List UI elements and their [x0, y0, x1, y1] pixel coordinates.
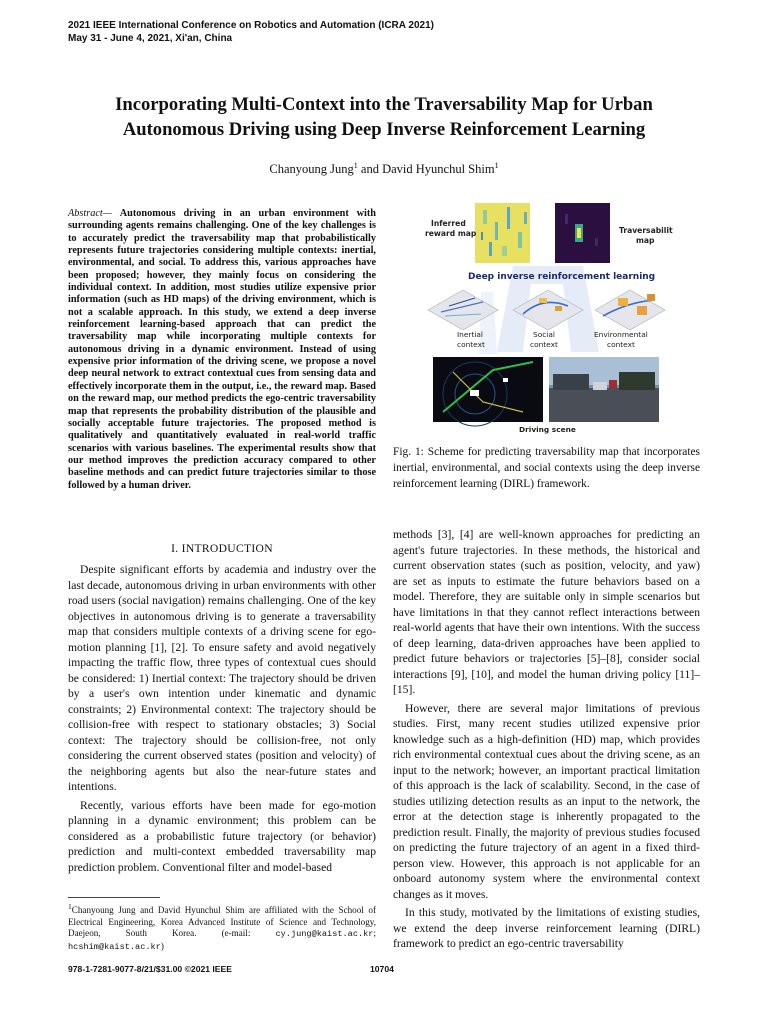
title-line-1: Incorporating Multi-Context into the Traversability Map for Urban — [115, 94, 653, 115]
author-name: Chanyoung Jung — [269, 162, 354, 177]
footnote-mark: 1 — [68, 902, 72, 911]
inferred-reward-map-image — [475, 203, 530, 263]
paper-title — [40, 92, 728, 142]
environmental-label: Environmental — [594, 330, 648, 339]
paragraph: In this study, motivated by the limitations of existing studies, we extend the deep inverse reinforcement learning (DIRL) framework to predict an ego-centric traversability — [393, 906, 700, 950]
paragraph: However, there are several major limitations of previous studies. First, many recent studies utilized expensive prior knowledge such as a high-definition (HD) map, which provides rich environmental contextual cues about the driving scene, as an input to the network; however, an important practical limitation of this approach is the lack of scalability. Second, in the case of studies utilizing detection results as an input to the network, the error at the detection stage is inherently propagated to the prediction result. Finally, the majority of previous studies focused on predicting the future trajectory of an agent in a fixed third-person view. However, this approach is not applicable for an onboard autonomy system where the environmental context changes as it moves. — [393, 701, 700, 901]
title-line-2: Autonomous Driving using Deep Inverse Reinforcement Learning — [122, 119, 646, 140]
author-name: and David Hyunchul Shim — [357, 162, 495, 177]
social-label: context — [530, 340, 558, 349]
paragraph: Recently, various efforts have been made for ego-motion planning in a dynamic environment; this problem can be considered as a probabilistic future trajectory (or behavior) prediction and multi-context embedded traversability map prediction problem. Conventional filter and model-based — [68, 798, 376, 874]
abstract — [68, 208, 376, 492]
footnote-separator: ; — [373, 928, 376, 939]
copyright-footer: 978-1-7281-9077-8/21/$31.00 ©2021 IEEE — [68, 964, 233, 974]
paragraph: methods [3], [4] are well-known approaches for predicting an agent's future trajectories. In these methods, the historical and current observation states (such as position, velocity, and yaw) are set as inputs to estimate the future behaviors based on a model. Therefore, they are suitable only in simple scenarios but have limitations in that they cannot reflect interactions between real-world agents that have their own intentions. With the success of deep learning, data-driven approaches have been applied to predict future behaviors or trajectories [5]–[8], consider social interactions [9], [10], and model the human driving policy [11]–[15]. — [393, 528, 700, 696]
conference-name: 2021 IEEE International Conference on Robotics and Automation (ICRA 2021) — [68, 20, 434, 31]
inertial-label: context — [457, 340, 485, 349]
inertial-label: Inertial — [457, 330, 483, 339]
figure-1 — [423, 202, 673, 434]
environmental-label: context — [607, 340, 635, 349]
dirl-scheme-diagram — [423, 202, 673, 434]
traversability-label: map — [636, 236, 655, 245]
dirl-label: Deep inverse reinforcement learning — [468, 272, 656, 282]
author-list — [0, 161, 768, 177]
footnote-divider — [68, 897, 160, 898]
paragraph: Despite significant efforts by academia and industry over the last decade, autonomous driving in urban environments with other road users (social navigation) remains challenging. One of the key objectives in autonomous driving is to generate a traversability map that considers multiple contexts of a driving scene for ego-motion planning [1], [2]. To ensure safety and avoid negatively impacting the traffic flow, three types of contextual cues should be considered: 1) Inertial context: The trajectory should be driven by a user's own intention under kinematic and dynamic constraints; 2) Environmental context: The trajectory should be collision-free with respect to stationary obstacles; 3) Social context: The trajectory should be collision-free, not only considering the current observed states (position and velocity) of the neighboring agents but also the near-future states and intentions. — [68, 563, 376, 793]
social-label: Social — [533, 330, 555, 339]
left-column-text — [68, 562, 376, 878]
camera-scene-image — [549, 357, 659, 422]
driving-scene-label: Driving scene — [519, 425, 576, 434]
email-link[interactable]: hcshim@kaist.ac.kr — [68, 941, 161, 952]
section-heading: I. INTRODUCTION — [171, 542, 273, 555]
footnote-close: ) — [160, 940, 164, 951]
page-number: 10704 — [370, 964, 394, 974]
traversability-label: Traversability — [619, 226, 673, 235]
inferred-reward-label: Inferred — [431, 219, 466, 228]
abstract-body: Autonomous driving in an urban environment with surrounding agents remains challenging. One of the key challenges is to accurately predict the traversability map that probabilistically represents future trajectories considering multiple contexts: inertial, environmental, and social. To address this, various approaches have been proposed; however, they mainly focus on considering the individual context. In addition, most studies utilize expensive prior information (such as HD maps) of the driving environment, which is not a scalable approach. In this study, we extend a deep inverse reinforcement learning-based approach that can predict the traversability map while incorporating multiple contexts for autonomous driving in a dynamic environment. Instead of using expensive prior information of the driving scene, we propose a novel deep neural network to extract contextual cues from sensing data and effectively incorporate them in the output, i.e., the reward map. Based on the reward map, our method predicts the ego-centric traversability map that represents the probability distribution of the plausible and socially acceptable future trajectories. The proposed method is qualitatively and quantitatively evaluated in real-world traffic scenarios with various baselines. The experimental results show that our method improves the prediction accuracy compared to other baseline methods and can predict future trajectories similar to those followed by a human driver. — [68, 208, 376, 491]
conference-header — [68, 19, 434, 45]
conference-dates: May 31 - June 4, 2021, Xi'an, China — [68, 33, 233, 44]
author-affiliation-mark: 1 — [353, 161, 358, 170]
affiliation-footnote — [68, 901, 376, 953]
email-link[interactable]: cy.jung@kaist.ac.kr — [275, 929, 374, 940]
abstract-dash: — — [102, 208, 120, 219]
traversability-map-image — [555, 203, 610, 263]
environmental-context-panel — [595, 290, 665, 330]
figure-caption: Fig. 1: Scheme for predicting traversability map that incorporates inertial, environmental, and social contexts using the deep inverse reinforcement learning (DIRL) framework. — [393, 446, 700, 490]
author-affiliation-mark: 1 — [494, 161, 499, 170]
inferred-reward-label: reward map — [425, 229, 477, 238]
footnote-text: Chanyoung Jung and David Hyunchul Shim are affiliated with the School of Electrical Engineering, Korea Advanced Institute of Science and Technology, Daejeon, South Korea. (e-mail: — [68, 905, 376, 939]
abstract-label: Abstract — [68, 208, 103, 219]
right-column-text — [393, 527, 700, 955]
lidar-scene-image — [433, 357, 543, 426]
